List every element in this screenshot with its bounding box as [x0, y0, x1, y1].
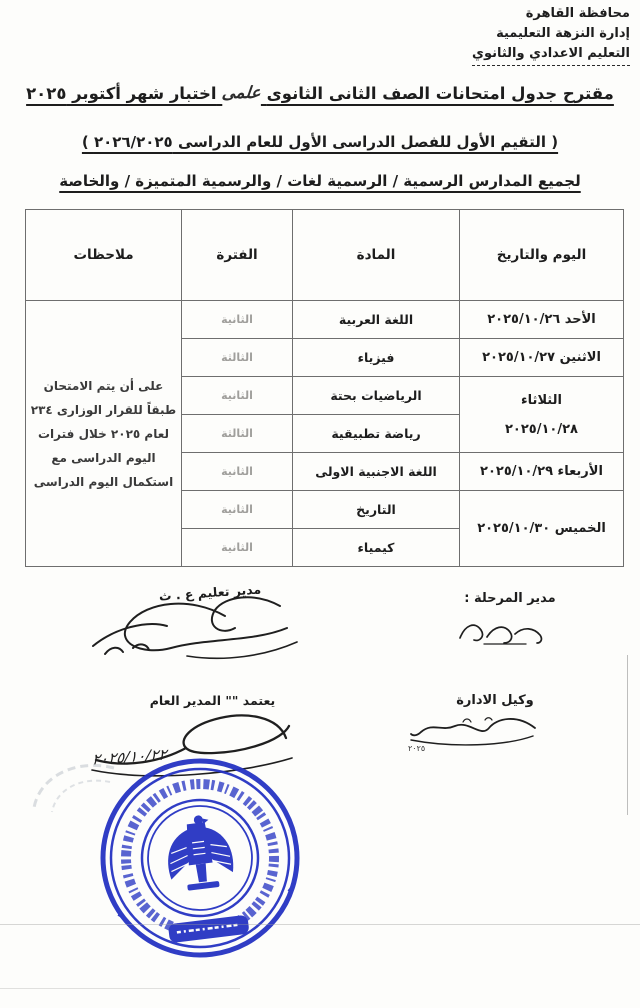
- stage-director-label: مدير المرحلة :: [464, 591, 556, 606]
- table-row: [26, 301, 624, 339]
- exam-schedule-table: [25, 209, 624, 567]
- header-subject: المادة: [293, 210, 460, 301]
- letterhead-governorate: محافظة القاهرة: [525, 6, 630, 21]
- title-main-prefix: مقترح جدول امتحانات الصف الثانى الثانوى: [266, 84, 614, 103]
- stage-director-signature: [450, 610, 570, 652]
- scan-artifact-line: [0, 988, 240, 989]
- general-director-label: يعتمد "" المدير العام: [149, 693, 276, 708]
- document-title: [6, 84, 634, 103]
- header-notes: ملاحظات: [26, 210, 182, 301]
- letterhead-administration: إدارة النزهة التعليمية: [496, 26, 630, 41]
- subject-cell: كيمياء: [293, 529, 460, 567]
- period-cell: الثانية: [182, 491, 293, 529]
- period-cell: الثانية: [182, 377, 293, 415]
- day-date: ٢٠٢٥/١٠/٢٨: [505, 421, 578, 437]
- header-period: الفترة: [182, 210, 293, 301]
- letterhead: [330, 4, 630, 66]
- day-name: الثلاثاء: [521, 392, 562, 408]
- notes-cell: على أن يتم الامتحان طبقاً للقرار الوزارى ٢٣٤ لعام ٢٠٢٥ خلال فترات اليوم الدراسى مع استكمال اليوم الدراسى: [26, 301, 182, 567]
- day-cell: الأحد ٢٠٢٥/١٠/٢٦: [460, 301, 624, 339]
- education-director-label: مدير تعليم ع . ث: [158, 581, 262, 604]
- period-cell: الثالثة: [182, 415, 293, 453]
- admin-deputy-year: ٢٠٢٥: [408, 744, 426, 753]
- title-main-suffix: اختبار شهر أكتوبر ٢٠٢٥: [26, 84, 217, 103]
- scan-artifact-line: [627, 655, 628, 815]
- letterhead-department: التعليم الاعدادي والثانوي: [472, 44, 630, 66]
- period-cell: الثانية: [182, 453, 293, 491]
- day-cell: الخميس ٢٠٢٥/١٠/٣٠: [460, 491, 624, 567]
- subject-cell: رياضة تطبيقية: [293, 415, 460, 453]
- scan-artifact-line: [0, 924, 640, 925]
- table-header-row: [26, 210, 624, 301]
- document-subtitle-schools: لجميع المدارس الرسمية / الرسمية لغات / والرسمية المتميزة / والخاصة: [59, 172, 581, 190]
- day-cell: الاثنين ٢٠٢٥/١٠/٢٧: [460, 339, 624, 377]
- period-cell: الثالثة: [182, 339, 293, 377]
- subject-cell: اللغة العربية: [293, 301, 460, 339]
- subject-cell: التاريخ: [293, 491, 460, 529]
- education-director-signature: [75, 590, 310, 672]
- day-cell: الأربعاء ٢٠٢٥/١٠/٢٩: [460, 453, 624, 491]
- day-cell: [460, 377, 624, 453]
- subject-cell: اللغة الاجنبية الاولى: [293, 453, 460, 491]
- period-cell: الثانية: [182, 529, 293, 567]
- official-round-stamp: [88, 758, 312, 964]
- title-handwritten-track: علمى: [221, 83, 262, 102]
- general-director-handwritten-date: ٢٠٢٥/١٠/٢٢: [91, 745, 168, 769]
- subject-cell: الرياضيات بحتة: [293, 377, 460, 415]
- period-cell: الثانية: [182, 301, 293, 339]
- header-day: اليوم والتاريخ: [460, 210, 624, 301]
- subject-cell: فيزياء: [293, 339, 460, 377]
- admin-deputy-label: وكيل الادارة: [456, 693, 534, 708]
- document-subtitle-term: ( التقيم الأول للفصل الدراسى الأول للعام الدراسى ٢٠٢٦/٢٠٢٥ ): [81, 133, 559, 151]
